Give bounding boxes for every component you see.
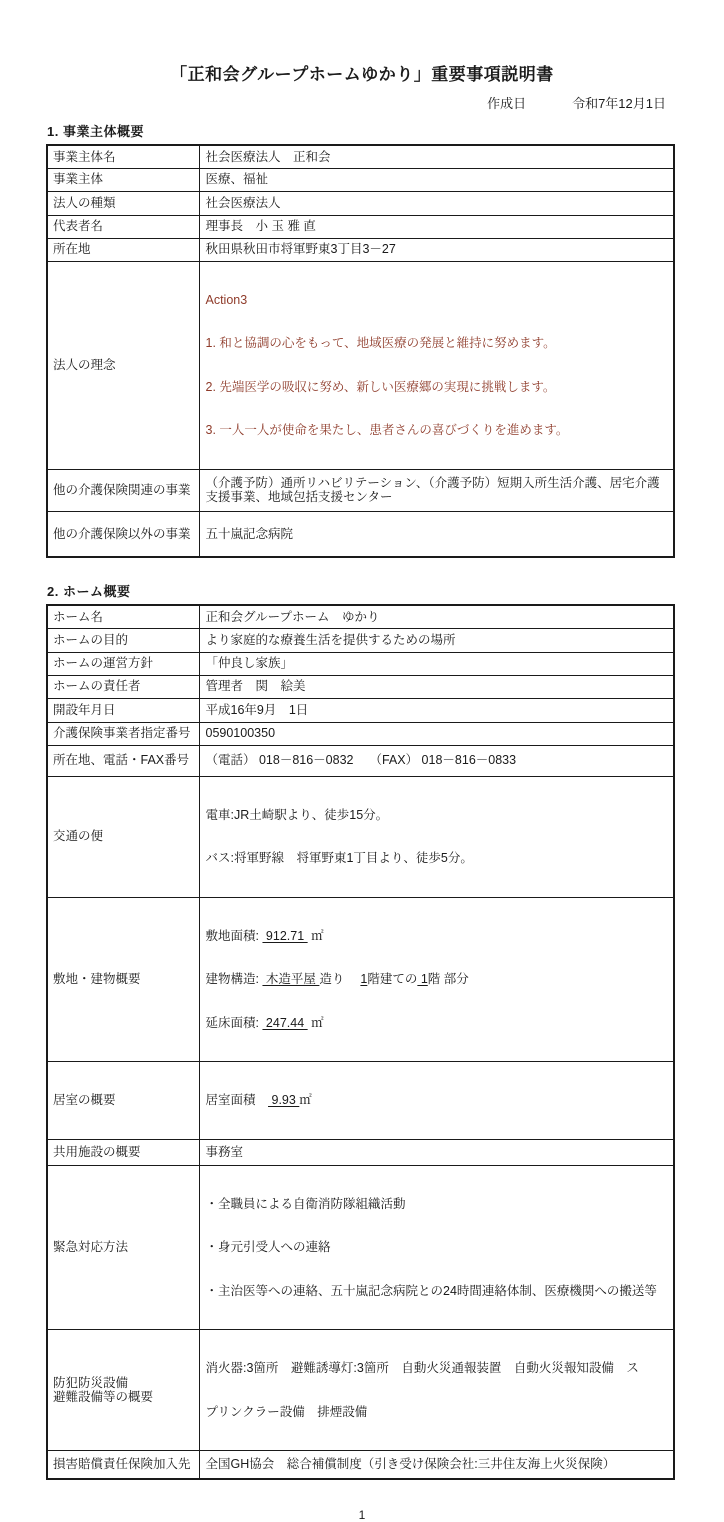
- underlined-value: 9.93: [268, 1093, 300, 1108]
- philosophy-line: 2. 先端医学の吸収に努め、新しい医療郷の実現に挑戦します。: [205, 379, 556, 394]
- emergency-line: ・主治医等への連絡、五十嵐記念病院との24時間連絡体制、医療機関への搬送等: [205, 1283, 657, 1298]
- row-value: より家庭的な療養生活を提供するための場所: [199, 628, 674, 652]
- row-label: 緊急対応方法: [47, 1165, 199, 1330]
- emergency-line: ・全職員による自衛消防隊組織活動: [205, 1196, 406, 1211]
- row-label: 事業主体: [47, 168, 199, 191]
- label-line: 防犯防災設備: [53, 1375, 129, 1390]
- row-value: 医療、福祉: [199, 168, 674, 191]
- row-value: 0590100350: [199, 722, 674, 745]
- fire-equipment-value: [199, 1330, 674, 1451]
- site-area-line: [206, 929, 670, 944]
- row-label: 開設年月日: [47, 698, 199, 722]
- row-value: 事務室: [199, 1139, 674, 1165]
- row-label: 介護保険事業者指定番号: [47, 722, 199, 745]
- table-row: [47, 168, 674, 191]
- philosophy-line: 3. 一人一人が使命を果たし、患者さんの喜びづくりを進めます。: [205, 423, 569, 438]
- row-label: 居室の概要: [47, 1062, 199, 1140]
- table-row: [47, 191, 674, 215]
- row-label: 損害賠償責任保険加入先: [47, 1451, 199, 1479]
- text-segment: 造り: [319, 972, 361, 987]
- row-value: 平成16年9月 1日: [199, 698, 674, 722]
- equipment-line: 消火器:3箇所 避難誘導灯:3箇所 自動火災通報装置 自動火災報知設備 ス: [205, 1361, 639, 1376]
- row-value: 理事長 小 玉 雅 直: [199, 215, 674, 238]
- access-value: [199, 776, 674, 897]
- table-row: [47, 652, 674, 675]
- created-date-label: 作成日: [487, 96, 527, 112]
- room-area-line: [206, 1093, 670, 1108]
- created-date-value: 令和7年12月1日: [572, 96, 666, 112]
- room-overview-value: [199, 1062, 674, 1140]
- table-row: [47, 776, 674, 897]
- row-value: 社会医療法人 正和会: [199, 145, 674, 168]
- emergency-response-value: [199, 1165, 674, 1330]
- table-row: [47, 745, 674, 776]
- row-label: 交通の便: [47, 776, 199, 897]
- philosophy-line: Action3: [205, 292, 248, 307]
- row-value: （介護予防）通所リハビリテーション、（介護予防）短期入所生活介護、居宅介護支援事業、地域包括支援センター: [199, 469, 674, 511]
- table-row: [47, 1139, 674, 1165]
- row-value: 秋田県秋田市将軍野東3丁目3－27: [199, 238, 674, 261]
- row-label: ホーム名: [47, 605, 199, 628]
- table-row: [47, 469, 674, 511]
- row-label: 所在地: [47, 238, 199, 261]
- row-label: 法人の種類: [47, 191, 199, 215]
- underlined-value: 1: [417, 972, 428, 987]
- building-structure-line: [206, 972, 670, 987]
- text-segment: 居室面積: [205, 1093, 269, 1108]
- floor-area-line: [206, 1016, 670, 1031]
- row-value: 正和会グループホーム ゆかり: [199, 605, 674, 628]
- table-row: [47, 238, 674, 261]
- text-segment: ㎡: [299, 1093, 312, 1108]
- table-row: [47, 897, 674, 1062]
- table-row: [47, 628, 674, 652]
- row-label: ホームの責任者: [47, 675, 199, 698]
- table-row: [47, 511, 674, 557]
- text-segment: ㎡: [307, 928, 324, 943]
- row-label: 法人の理念: [47, 261, 199, 469]
- label-line: 避難設備等の概要: [53, 1390, 154, 1405]
- text-segment: ㎡: [307, 1015, 324, 1030]
- row-value: 管理者 関 絵美: [199, 675, 674, 698]
- corporate-philosophy-value: [199, 261, 674, 469]
- row-value: 「仲良し家族」: [199, 652, 674, 675]
- row-value: 全国GH協会 総合補償制度（引き受け保険会社:三井住友海上火災保険）: [199, 1451, 674, 1479]
- created-date-row: [0, 93, 724, 112]
- access-line: 電車:JR土崎駅より、徒歩15分。: [205, 807, 389, 822]
- row-label: 代表者名: [47, 215, 199, 238]
- row-value: （電話） 018－816－0832 （FAX） 018－816－0833: [199, 745, 674, 776]
- row-label: 事業主体名: [47, 145, 199, 168]
- text-segment: 階建ての: [367, 972, 418, 987]
- access-line: バス:将軍野線 将軍野東1丁目より、徒歩5分。: [205, 851, 473, 866]
- table-row: [47, 1330, 674, 1451]
- row-label: 他の介護保険関連の事業: [47, 469, 199, 511]
- section-1-heading: 1. 事業主体概要: [47, 124, 144, 140]
- page-title: 「正和会グループホームゆかり」重要事項説明書: [170, 65, 554, 84]
- underlined-value: 木造平屋: [262, 972, 320, 987]
- underlined-value: 1: [360, 972, 368, 987]
- table-row: [47, 215, 674, 238]
- row-label: 共用施設の概要: [47, 1139, 199, 1165]
- row-label: 他の介護保険以外の事業: [47, 511, 199, 557]
- table-row: [47, 698, 674, 722]
- underlined-value: 247.44: [262, 1015, 308, 1030]
- table-row: [47, 675, 674, 698]
- row-label: 所在地、電話・FAX番号: [47, 745, 199, 776]
- section-2-heading: 2. ホーム概要: [47, 584, 131, 600]
- home-overview-table: [46, 604, 675, 1480]
- table-row: [47, 605, 674, 628]
- business-entity-table: [46, 144, 675, 558]
- row-value: 社会医療法人: [199, 191, 674, 215]
- text-segment: 建物構造:: [205, 972, 263, 987]
- site-building-value: [199, 897, 674, 1062]
- row-label: 敷地・建物概要: [47, 897, 199, 1062]
- table-row: [47, 722, 674, 745]
- table-row: [47, 1062, 674, 1140]
- row-label: ホームの運営方針: [47, 652, 199, 675]
- equipment-line: プリンクラー設備 排煙設備: [205, 1404, 368, 1419]
- table-row: [47, 1165, 674, 1330]
- emergency-line: ・身元引受人への連絡: [205, 1240, 331, 1255]
- row-label: [47, 1330, 199, 1451]
- philosophy-line: 1. 和と協調の心をもって、地域医療の発展と維持に努めます。: [205, 336, 556, 351]
- text-segment: 敷地面積:: [205, 928, 263, 943]
- text-segment: 延床面積:: [205, 1015, 263, 1030]
- text-segment: 階 部分: [427, 972, 469, 987]
- row-label: ホームの目的: [47, 628, 199, 652]
- table-row: [47, 145, 674, 168]
- table-row: [47, 261, 674, 469]
- underlined-value: 912.71: [262, 928, 308, 943]
- row-value: 五十嵐記念病院: [199, 511, 674, 557]
- page-number: 1: [358, 1507, 366, 1522]
- table-row: [47, 1451, 674, 1479]
